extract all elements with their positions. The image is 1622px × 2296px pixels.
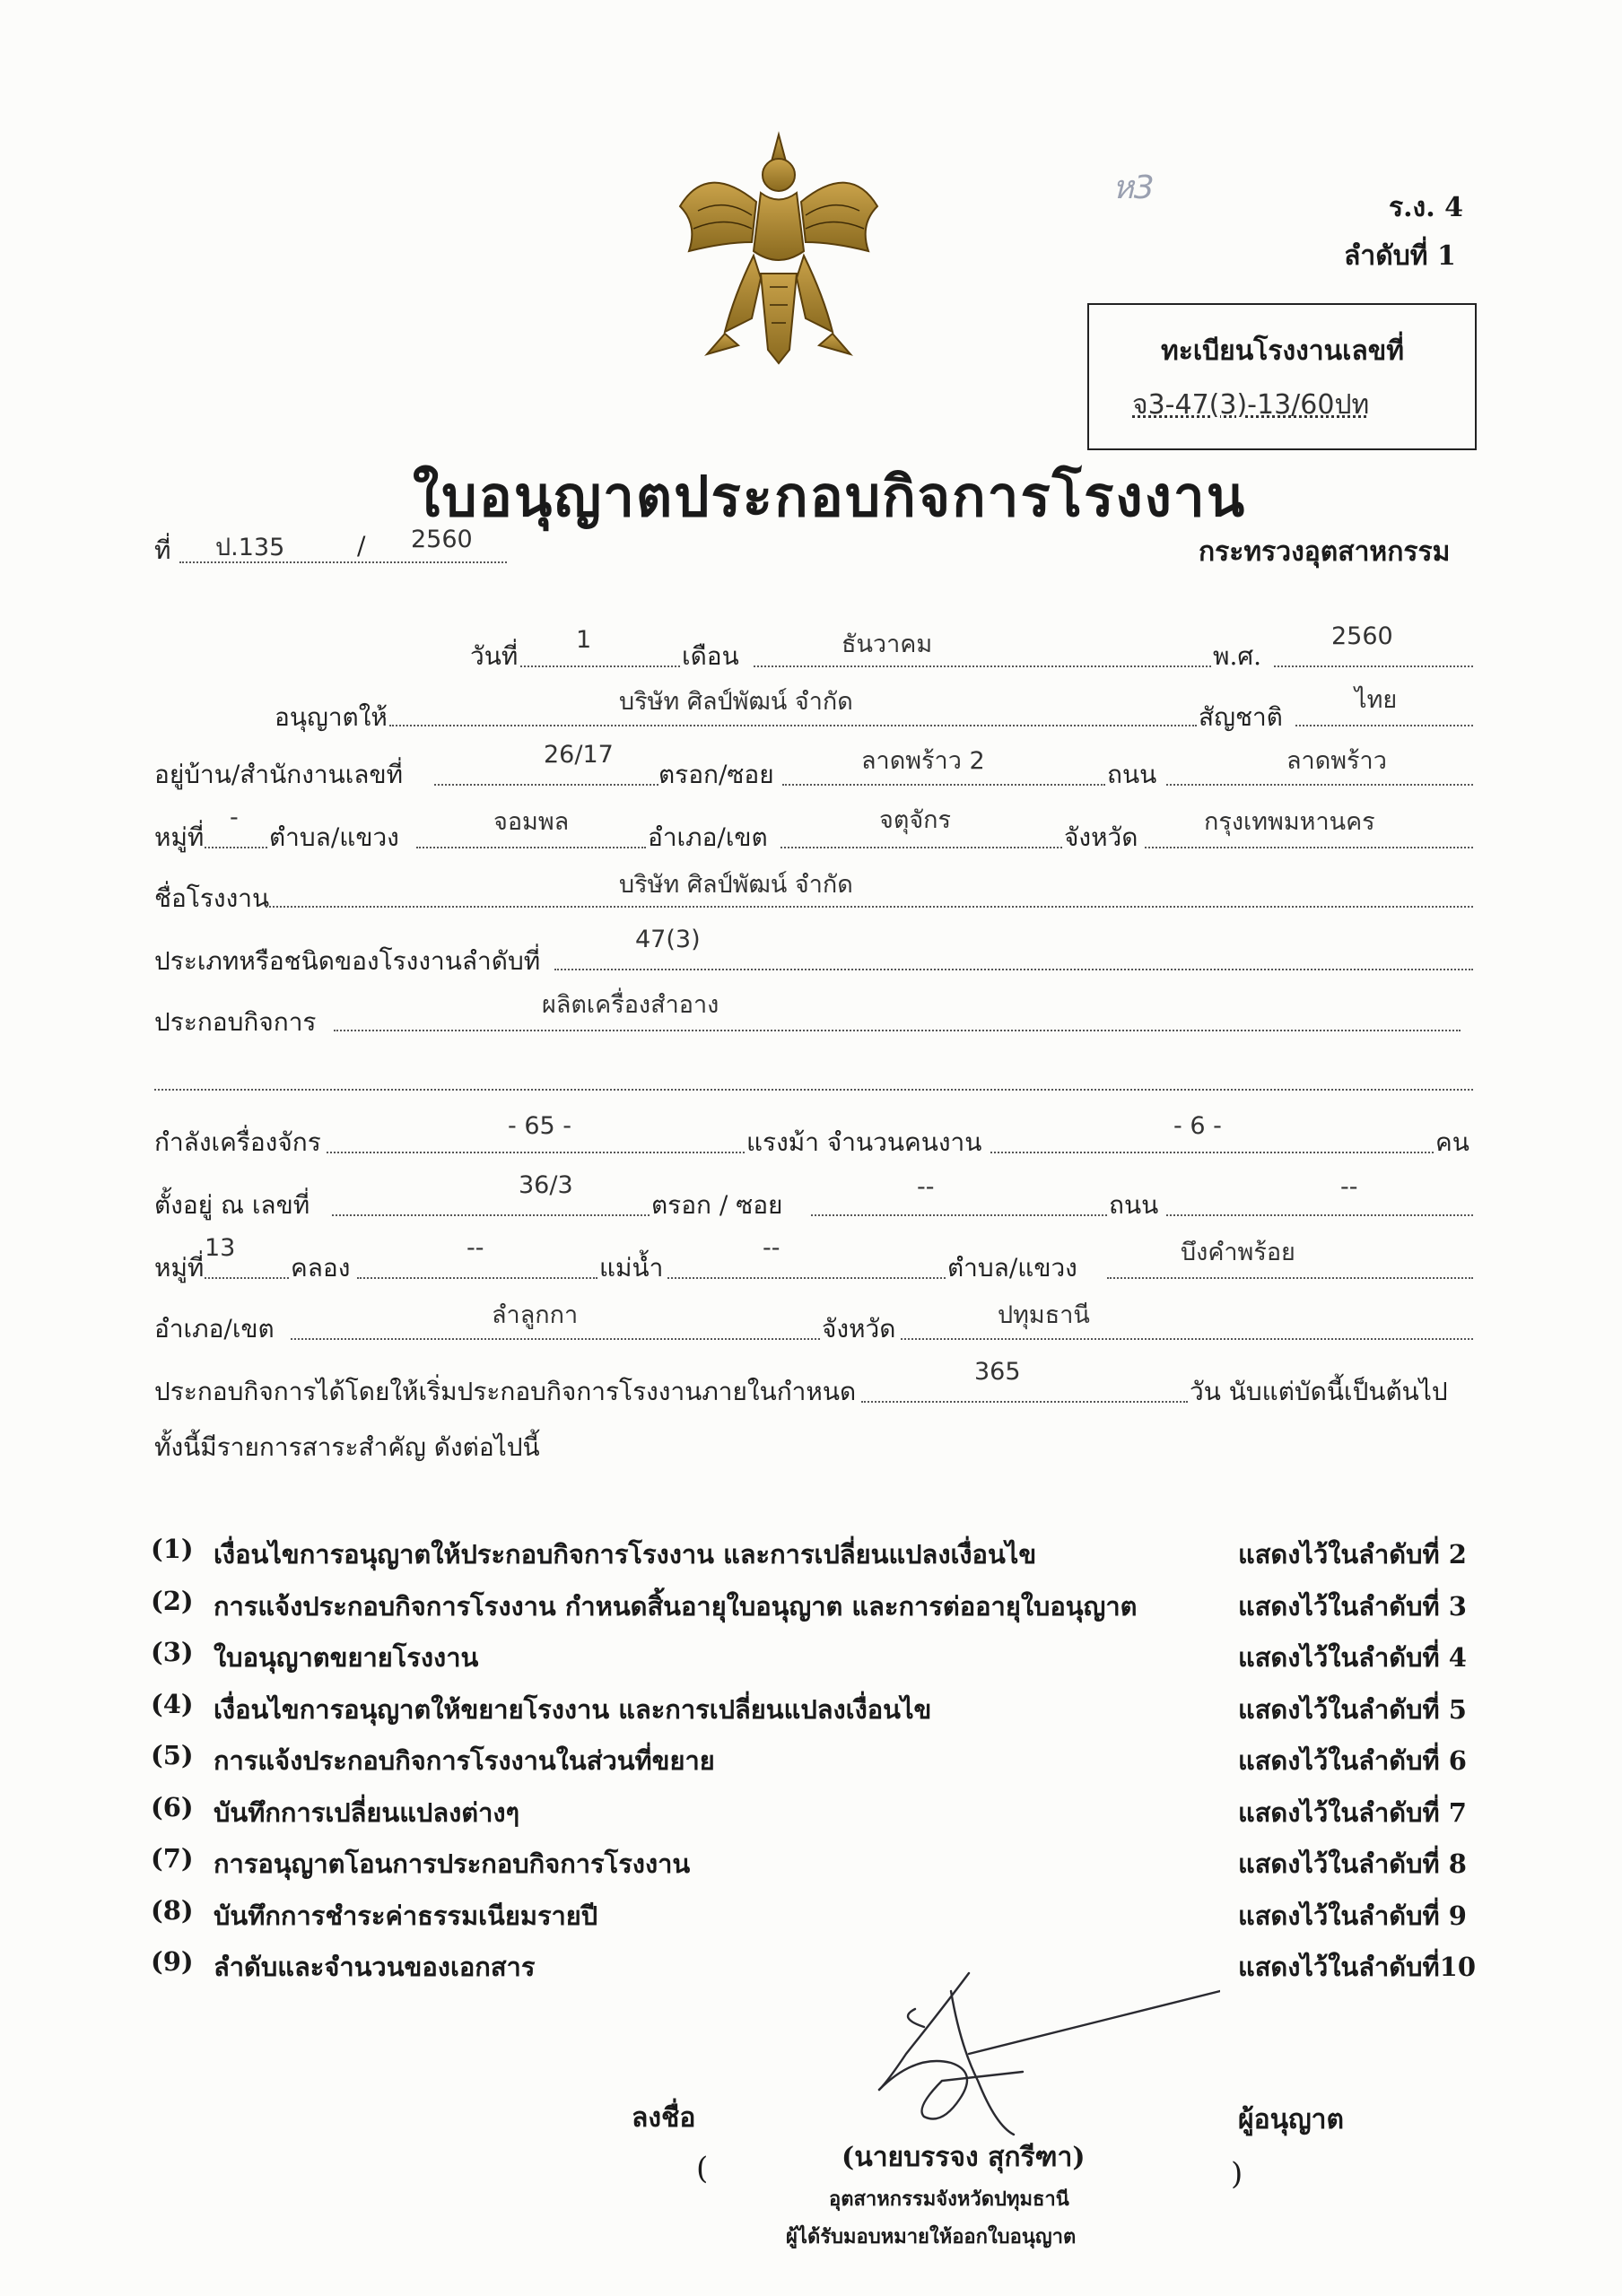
item-reference: แสดงไว้ในลำดับที่ 3 [1238,1591,1467,1622]
item-number: (9) [151,1946,194,1977]
item-number: (5) [151,1740,194,1770]
ref-prefix: ที่ [154,535,171,565]
signatory-position: อุตสาหกรรมจังหวัดปทุมธานี [829,2187,1069,2211]
location-subdistrict-label: ตำบล/แขวง [947,1253,1077,1283]
item-text: การอนุญาตโอนการประกอบกิจการโรงงาน [214,1848,691,1879]
registration-number: จ3-47(3)-13/60ปท [1132,389,1370,421]
location-alley-value: -- [917,1173,935,1201]
item-reference: แสดงไว้ในลำดับที่ 2 [1238,1539,1467,1570]
item-text: การแจ้งประกอบกิจการโรงงานในส่วนที่ขยาย [214,1745,715,1776]
ref-number: ป.135 [215,534,285,561]
item-reference: แสดงไว้ในลำดับที่10 [1238,1952,1477,1982]
location-alley-label: ตรอก / ซอย [651,1190,783,1220]
location-road-value: -- [1340,1173,1358,1201]
item-reference: แสดงไว้ในลำดับที่ 5 [1238,1694,1467,1725]
registration-box [1087,303,1477,450]
order-number: ลำดับที่ 1 [1344,240,1456,272]
nationality-label: สัญชาติ [1199,702,1283,732]
items-intro: ทั้งนี้มีรายการสาระสำคัญ ดังต่อไปนี้ [154,1432,540,1462]
licensee-label: อนุญาตให้ [275,702,388,732]
province-label: จังหวัด [1064,822,1138,852]
location-district-value: ลำลูกกา [492,1301,579,1329]
nationality-value: ไทย [1355,686,1398,714]
location-province-value: ปทุมธานี [998,1301,1090,1329]
location-road-label: ถนน [1109,1190,1159,1220]
item-number: (8) [151,1895,194,1926]
location-number-label: ตั้งอยู่ ณ เลขที่ [154,1190,310,1220]
start-period-label: ประกอบกิจการได้โดยให้เริ่มประกอบกิจการโรงงานภายในกำหนด [154,1377,857,1406]
canal-label: คลอง [291,1253,351,1283]
handwritten-mark: ห3 [1112,170,1155,206]
location-moo-label: หมู่ที่ [154,1253,205,1283]
item-reference: แสดงไว้ในลำดับที่ 4 [1238,1642,1467,1673]
address-label: อยู่บ้าน/สำนักงานเลขที่ [154,760,404,789]
moo-value: - [230,804,239,831]
year-label: พ.ศ. [1213,641,1262,671]
alley-value: ลาดพร้าว 2 [861,747,985,775]
signatory-delegation: ผู้ได้รับมอบหมายให้ออกใบอนุญาต [786,2225,1077,2248]
road-value: ลาดพร้าว [1286,747,1387,775]
item-number: (7) [151,1843,194,1874]
registration-label: ทะเบียนโรงงานเลขที่ [1161,335,1405,367]
district-label: อำเภอ/เขต [648,822,768,852]
item-reference: แสดงไว้ในลำดับที่ 8 [1238,1848,1467,1879]
location-province-label: จังหวัด [822,1314,896,1344]
horsepower-workers-label: แรงม้า จำนวนคนงาน [746,1127,982,1157]
item-text: เงื่อนไขการอนุญาตให้ขยายโรงงาน และการเปลี่ยนแปลงเงื่อนไข [214,1694,932,1725]
item-reference: แสดงไว้ในลำดับที่ 9 [1238,1900,1467,1931]
item-text: บันทึกการชำระค่าธรรมเนียมรายปี [214,1900,598,1931]
item-text: เงื่อนไขการอนุญาตให้ประกอบกิจการโรงงาน และการเปลี่ยนแปลงเงื่อนไข [214,1539,1037,1570]
business-value: ผลิตเครื่องสำอาง [542,991,719,1019]
subdistrict-value: จอมพล [493,808,570,836]
river-label: แม่น้ำ [599,1253,664,1283]
item-text: การแจ้งประกอบกิจการโรงงาน กำหนดสิ้นอายุใบอนุญาต และการต่ออายุใบอนุญาต [214,1591,1138,1622]
authorizer-label: ผู้อนุญาต [1238,2104,1344,2135]
item-number: (1) [151,1534,194,1564]
month-value: ธันวาคม [842,631,933,658]
ref-separator: / [357,531,366,561]
factory-name-value: บริษัท ศิลป์พัฒน์ จำกัด [619,871,853,899]
licensee-value: บริษัท ศิลป์พัฒน์ จำกัด [619,688,853,716]
item-reference: แสดงไว้ในลำดับที่ 7 [1238,1797,1467,1828]
item-number: (6) [151,1792,194,1822]
person-unit-label: คน [1435,1127,1469,1157]
district-value: จตุจักร [879,806,952,834]
river-value: -- [763,1234,780,1262]
canal-value: -- [467,1234,484,1262]
ref-year: 2560 [411,526,473,553]
start-period-value: 365 [974,1358,1021,1386]
item-number: (4) [151,1689,194,1719]
open-paren: ( [696,2151,709,2187]
month-label: เดือน [682,641,739,671]
close-paren: ) [1231,2156,1243,2192]
date-label: วันที่ [470,641,519,671]
item-text: ลำดับและจำนวนของเอกสาร [214,1952,536,1982]
moo-label: หมู่ที่ [154,822,205,852]
item-reference: แสดงไว้ในลำดับที่ 6 [1238,1745,1467,1776]
province-value: กรุงเทพมหานคร [1204,808,1375,836]
item-text: บันทึกการเปลี่ยนแปลงต่างๆ [214,1797,520,1828]
signatory-name: (นายบรรจง สุกรีฑา) [842,2142,1086,2173]
business-label: ประกอบกิจการ [154,1007,317,1037]
item-number: (3) [151,1637,194,1667]
item-number: (2) [151,1586,194,1616]
address-value: 26/17 [544,741,614,769]
sign-label: ลงชื่อ [632,2102,696,2134]
page-title: ใบอนุญาตประกอบกิจการโรงงาน [413,464,1247,529]
ministry-name: กระทรวงอุตสาหกรรม [1199,536,1451,568]
signature-mark [843,1955,1220,2144]
start-period-suffix: วัน นับแต่บัดนี้เป็นต้นไป [1190,1377,1448,1406]
alley-label: ตรอก/ซอย [658,760,774,789]
location-district-label: อำเภอ/เขต [154,1314,275,1344]
machine-power-value: - 65 - [508,1112,572,1140]
factory-type-label: ประเภทหรือชนิดของโรงงานลำดับที่ [154,946,541,976]
location-number-value: 36/3 [519,1171,573,1199]
garuda-emblem-icon [671,126,886,368]
workers-value: - 6 - [1173,1112,1222,1140]
form-code: ร.ง. 4 [1389,192,1463,223]
location-moo-value: 13 [205,1234,236,1262]
subdistrict-label: ตำบล/แขวง [269,822,399,852]
road-label: ถนน [1107,760,1157,789]
factory-name-label: ชื่อโรงงาน [154,883,270,913]
item-text: ใบอนุญาตขยายโรงงาน [214,1642,479,1673]
factory-type-value: 47(3) [635,926,701,953]
location-subdistrict-value: บึงคำพร้อย [1181,1239,1295,1266]
date-value: 1 [576,626,592,654]
year-value: 2560 [1331,622,1393,650]
machine-power-label: กำลังเครื่องจักร [154,1127,321,1157]
